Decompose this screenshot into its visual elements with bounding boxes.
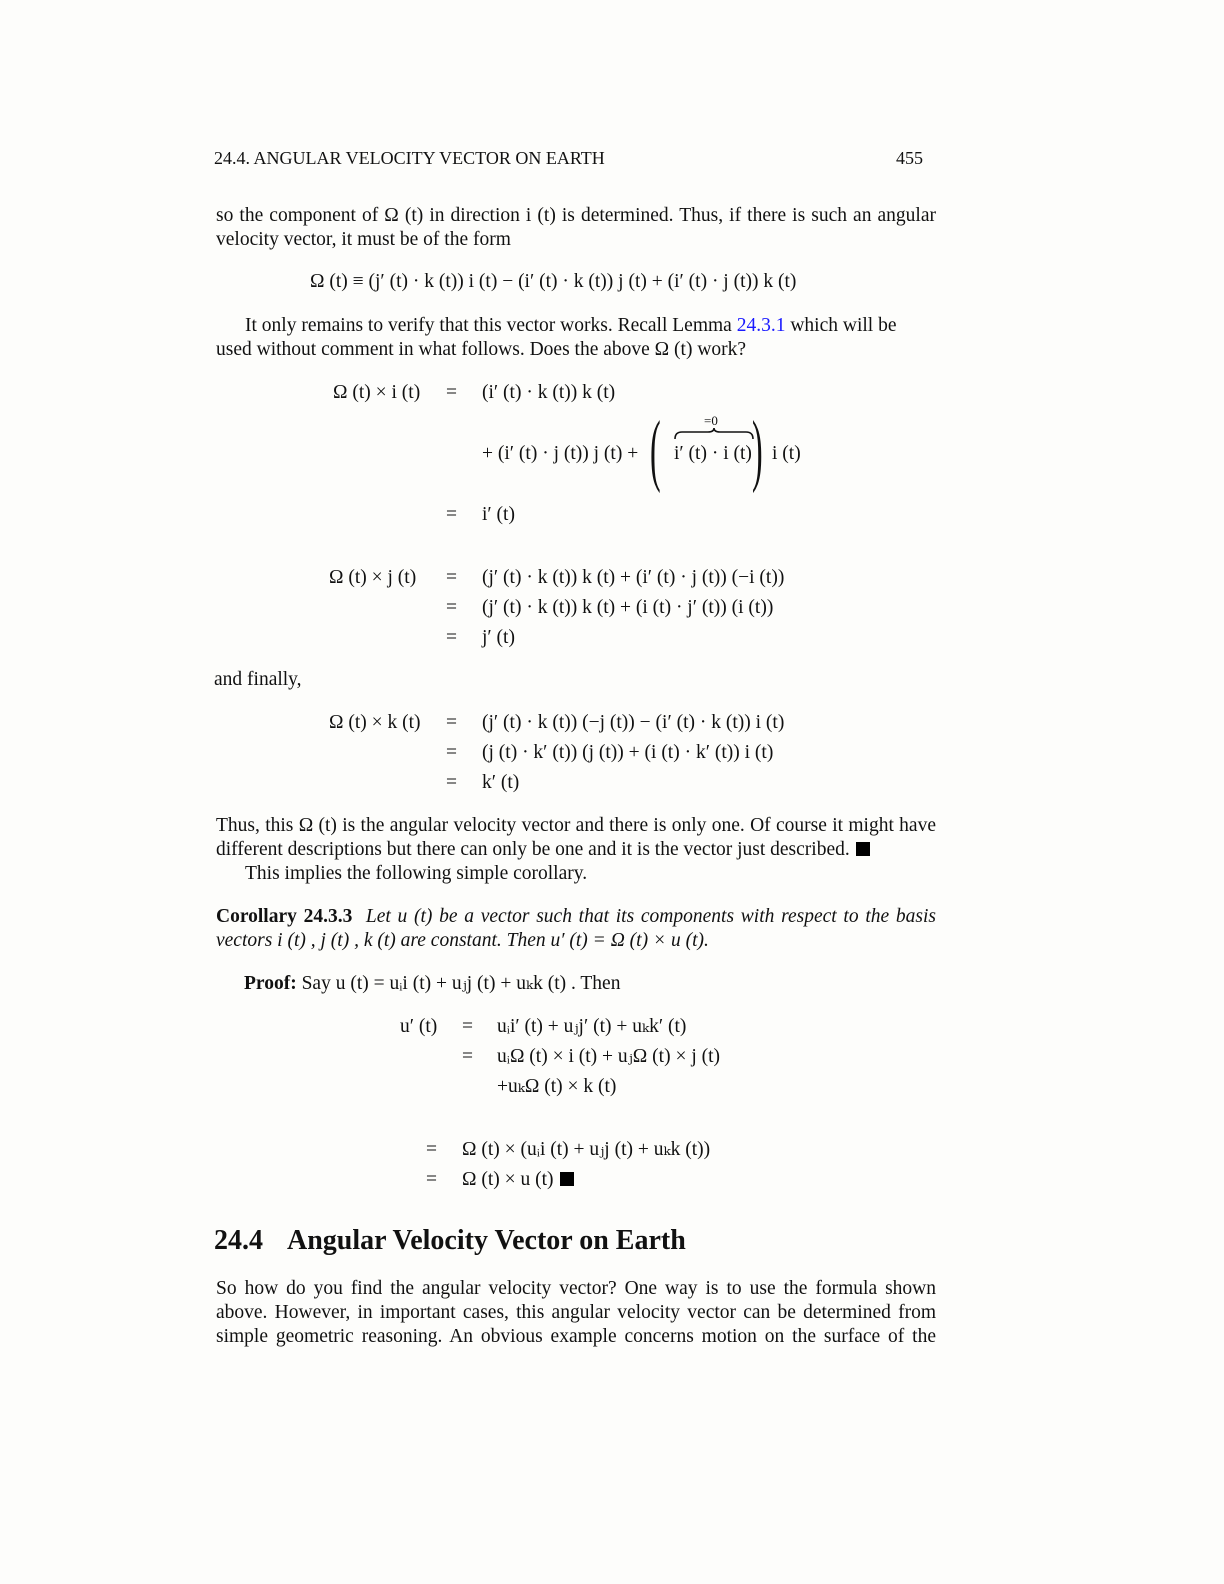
verify-paragraph — [216, 314, 936, 362]
conclusion-line-2 — [216, 838, 936, 862]
eq-i-rhs-2-pre: + (i′ (t) · j (t)) j (t) + — [482, 443, 639, 464]
qed-square-icon — [856, 842, 870, 856]
intro-line-2: velocity vector, it must be of the form — [216, 229, 511, 250]
proof-intro — [244, 972, 620, 996]
eq-k-rhs-2: (j (t) · k′ (t)) (j (t)) + (i (t) · k′ (t)) i (t) — [482, 742, 774, 763]
conclusion-line-2-text: different descriptions but there can only be one and it is the vector just described. — [216, 839, 850, 860]
proof-equals-2: = — [462, 1046, 473, 1067]
verify-text-post: which will be — [785, 315, 897, 336]
eq-i-rhs-1: (i′ (t) · k (t)) k (t) — [482, 382, 616, 403]
corollary-line-1 — [216, 905, 936, 929]
section-heading — [214, 1225, 686, 1257]
eq-i-rhs-3: i′ (t) — [482, 504, 515, 525]
lemma-link[interactable]: 24.3.1 — [736, 315, 786, 336]
eq-i-equals-3: = — [446, 504, 457, 525]
proof-rhs-2: uᵢΩ (t) × i (t) + uⱼΩ (t) × j (t) — [497, 1046, 721, 1067]
eq-k-equals-2: = — [446, 742, 457, 763]
proof-label: Proof: — [244, 973, 297, 994]
body-line-2: above. However, in important cases, this angular velocity vector can be determined from — [216, 1302, 936, 1323]
corollary-line-2: vectors i (t) , j (t) , k (t) are constant. Then u′ (t) = Ω (t) × u (t). — [216, 930, 709, 951]
section-number: 24.4 — [214, 1225, 263, 1256]
conclusion-line-3: This implies the following simple corollary. — [245, 863, 588, 884]
eq-i-rhs-2-post: i (t) — [772, 443, 801, 464]
and-finally-text: and finally, — [214, 669, 302, 690]
proof-equals-1: = — [462, 1016, 473, 1037]
proof-equals-5: = — [426, 1169, 437, 1190]
eq-k-equals-3: = — [446, 772, 457, 793]
left-big-paren: ( — [650, 406, 661, 494]
intro-line-1: so the component of Ω (t) in direction i (t) is determined. Thus, if there is such an angular — [216, 205, 936, 226]
page-number: 455 — [896, 148, 923, 168]
omega-definition-formula: Ω (t) ≡ (j′ (t) · k (t)) i (t) − (i′ (t) · k (t)) j (t) + (i′ (t) · j (t)) k (t) — [310, 271, 797, 292]
proof-equals-4: = — [426, 1139, 437, 1160]
corollary-block — [216, 905, 936, 953]
proof-rhs-5-text: Ω (t) × u (t) — [462, 1169, 554, 1190]
section-title: Angular Velocity Vector on Earth — [287, 1225, 686, 1256]
conclusion-paragraph — [216, 814, 936, 886]
right-big-paren: ) — [752, 406, 763, 494]
conclusion-line-1: Thus, this Ω (t) is the angular velocity vector and there is only one. Of course it might have — [216, 815, 936, 836]
overbrace-icon — [674, 428, 754, 440]
verify-line-2: used without comment in what follows. Does the above Ω (t) work? — [216, 339, 747, 360]
eq-k-lhs: Ω (t) × k (t) — [329, 712, 421, 733]
overbrace-content: i′ (t) · i (t) — [674, 443, 752, 464]
corollary-label: Corollary 24.3.3 — [216, 906, 353, 927]
running-header-title: 24.4. ANGULAR VELOCITY VECTOR ON EARTH — [214, 148, 605, 168]
eq-j-rhs-3: j′ (t) — [482, 627, 515, 648]
intro-paragraph — [216, 204, 936, 252]
verify-line-1 — [216, 314, 936, 338]
eq-j-equals-3: = — [446, 627, 457, 648]
body-paragraph — [216, 1277, 936, 1349]
body-line-1: So how do you find the angular velocity vector? One way is to use the formula shown — [216, 1278, 936, 1299]
overbrace-label: =0 — [704, 413, 718, 428]
verify-text: It only remains to verify that this vector works. Recall Lemma — [245, 315, 737, 336]
proof-rhs-3: +uₖΩ (t) × k (t) — [497, 1076, 617, 1097]
eq-j-equals-2: = — [446, 597, 457, 618]
eq-j-rhs-1: (j′ (t) · k (t)) k (t) + (i′ (t) · j (t)) (−i (t)) — [482, 567, 785, 588]
eq-k-rhs-3: k′ (t) — [482, 772, 520, 793]
proof-intro-text: Say u (t) = uᵢi (t) + uⱼj (t) + uₖk (t) . Then — [301, 973, 621, 994]
proof-rhs-1: uᵢi′ (t) + uⱼj′ (t) + uₖk′ (t) — [497, 1016, 687, 1037]
eq-i-equals-1: = — [446, 382, 457, 403]
proof-rhs-5 — [462, 1168, 574, 1192]
proof-lhs: u′ (t) — [400, 1016, 438, 1037]
eq-j-rhs-2: (j′ (t) · k (t)) k (t) + (i (t) · j′ (t)) (i (t)) — [482, 597, 774, 618]
eq-k-equals-1: = — [446, 712, 457, 733]
corollary-text-1: Let u (t) be a vector such that its components with respect to the basis — [365, 906, 936, 927]
eq-j-equals-1: = — [446, 567, 457, 588]
body-line-3: simple geometric reasoning. An obvious example concerns motion on the surface of the — [216, 1326, 936, 1347]
eq-j-lhs: Ω (t) × j (t) — [329, 567, 417, 588]
proof-rhs-4: Ω (t) × (uᵢi (t) + uⱼj (t) + uₖk (t)) — [462, 1139, 711, 1160]
qed-square-icon — [560, 1172, 574, 1186]
eq-i-lhs: Ω (t) × i (t) — [333, 382, 421, 403]
eq-k-rhs-1: (j′ (t) · k (t)) (−j (t)) − (i′ (t) · k (t)) i (t) — [482, 712, 785, 733]
